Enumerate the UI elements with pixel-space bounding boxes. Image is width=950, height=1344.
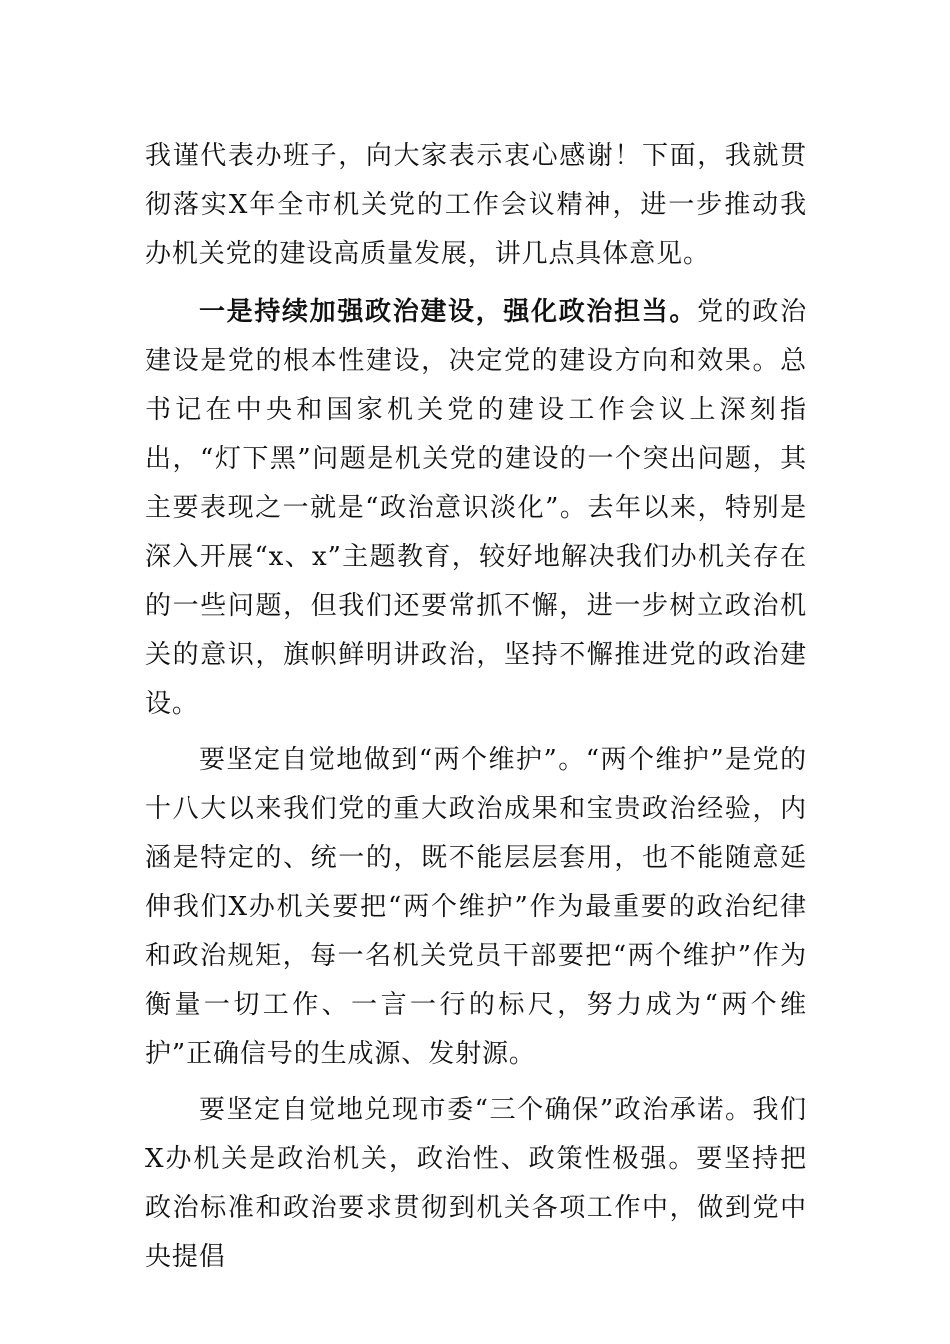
paragraph-4-text: 要坚定自觉地兑现市委“三个确保”政治承诺。我们X办机关是政治机关，政治性、政策性极强。要坚持把政治标准和政治要求贯彻到机关各项工作中，做到党中央提倡: [145, 1095, 807, 1272]
paragraph-2: [145, 288, 807, 729]
paragraph-2-heading: 一是持续加强政治建设，强化政治担当。: [199, 297, 698, 327]
paragraph-3: [145, 736, 807, 1079]
paragraph-3-text: 要坚定自觉地做到“两个维护”。“两个维护”是党的十八大以来我们党的重大政治成果和宝贵政治经验，内涵是特定的、统一的，既不能层层套用，也不能随意延伸我们X办机关要把“两个维护”作为最重要的政治纪律和政治规矩，每一名机关党员干部要把“两个维护”作为衡量一切工作、一言一行的标尺，努力成为“两个维护”正确信号的生成源、发射源。: [145, 745, 807, 1069]
paragraph-1: [145, 132, 807, 279]
document-body: [145, 132, 807, 1282]
paragraph-4: [145, 1086, 807, 1282]
paragraph-1-text: 我谨代表办班子，向大家表示衷心感谢！下面，我就贯彻落实X年全市机关党的工作会议精神，进一步推动我办机关党的建设高质量发展，讲几点具体意见。: [145, 141, 807, 269]
paragraph-2-text: 党的政治建设是党的根本性建设，决定党的建设方向和效果。总书记在中央和国家机关党的建设工作会议上深刻指出，“灯下黑”问题是机关党的建设的一个突出问题，其主要表现之一就是“政治意识淡化”。去年以来，特别是深入开展“x、x”主题教育，较好地解决我们办机关存在的一些问题，但我们还要常抓不懈，进一步树立政治机关的意识，旗帜鲜明讲政治，坚持不懈推进党的政治建设。: [145, 297, 807, 719]
